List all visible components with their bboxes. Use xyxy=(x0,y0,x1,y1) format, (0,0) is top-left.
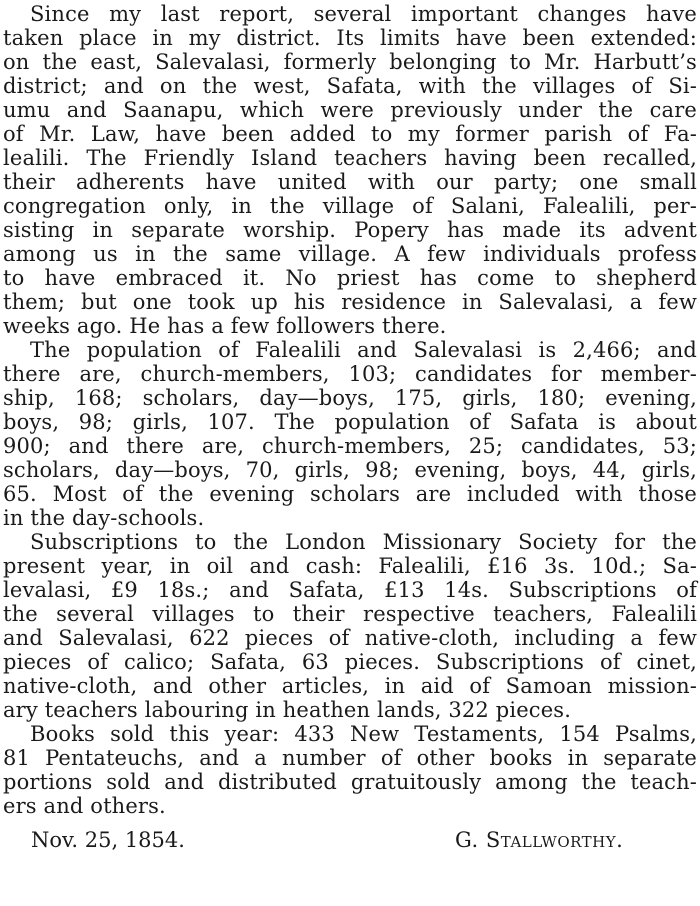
text-line: the several villages to their respective teachers, Falealili xyxy=(3,602,697,626)
letter-date: Nov. 25, 1854. xyxy=(31,828,185,852)
text-line: to have embraced it. No priest has come to shepherd xyxy=(3,266,697,290)
text-line: on the east, Salevalasi, formerly belonging to Mr. Harbutt’s xyxy=(3,50,697,74)
text-line: boys, 98; girls, 107. The population of Safata is about xyxy=(3,410,697,434)
text-line: lealili. The Friendly Island teachers having been recalled, xyxy=(3,146,697,170)
text-line: ary teachers labouring in heathen lands, 322 pieces. xyxy=(3,698,572,722)
text-line: Subscriptions to the London Missionary Society for the xyxy=(30,530,697,554)
text-line: in the day-schools. xyxy=(3,506,205,530)
text-line: them; but one took up his residence in Salevalasi, a few xyxy=(3,290,697,314)
text-line: among us in the same village. A few individuals profess xyxy=(3,242,697,266)
text-line: levalasi, £9 18s.; and Safata, £13 14s. Subscriptions of xyxy=(3,578,697,602)
text-line: Books sold this year: 433 New Testaments, 154 Psalms, xyxy=(30,722,697,746)
text-line: sisting in separate worship. Popery has made its advent xyxy=(3,218,697,242)
text-line: 900; and there are, church-members, 25; candidates, 53; xyxy=(3,434,697,458)
text-line: pieces of calico; Safata, 63 pieces. Subscriptions of cinet, xyxy=(3,650,697,674)
text-line: The population of Falealili and Salevalasi is 2,466; and xyxy=(30,338,697,362)
document-page xyxy=(3,0,697,906)
text-line: scholars, day—boys, 70, girls, 98; evening, boys, 44, girls, xyxy=(3,458,697,482)
text-line: ship, 168; scholars, day—boys, 175, girls, 180; evening, xyxy=(3,386,697,410)
text-line: and Salevalasi, 622 pieces of native-cloth, including a few xyxy=(3,626,697,650)
text-line: Since my last report, several important changes have xyxy=(30,2,697,26)
text-line: their adherents have united with our party; one small xyxy=(3,170,697,194)
text-line: present year, in oil and cash: Falealili, £16 3s. 10d.; Sa- xyxy=(3,554,697,578)
text-line: congregation only, in the village of Salani, Falealili, per- xyxy=(3,194,697,218)
text-line: 65. Most of the evening scholars are included with those xyxy=(3,482,697,506)
text-line: taken place in my district. Its limits have been extended: xyxy=(3,26,697,50)
text-line: portions sold and distributed gratuitously among the teach- xyxy=(3,770,697,794)
text-line: 81 Pentateuchs, and a number of other books in separate xyxy=(3,746,697,770)
text-line: there are, church-members, 103; candidates for member- xyxy=(3,362,697,386)
text-line: district; and on the west, Safata, with the villages of Si- xyxy=(3,74,697,98)
text-line: umu and Saanapu, which were previously under the care xyxy=(3,98,697,122)
text-line: ers and others. xyxy=(3,794,166,818)
letter-author: G. Stallworthy. xyxy=(455,828,624,852)
text-line: of Mr. Law, have been added to my former parish of Fa- xyxy=(3,122,697,146)
text-line: native-cloth, and other articles, in aid of Samoan mission- xyxy=(3,674,697,698)
text-line: weeks ago. He has a few followers there. xyxy=(3,314,447,338)
